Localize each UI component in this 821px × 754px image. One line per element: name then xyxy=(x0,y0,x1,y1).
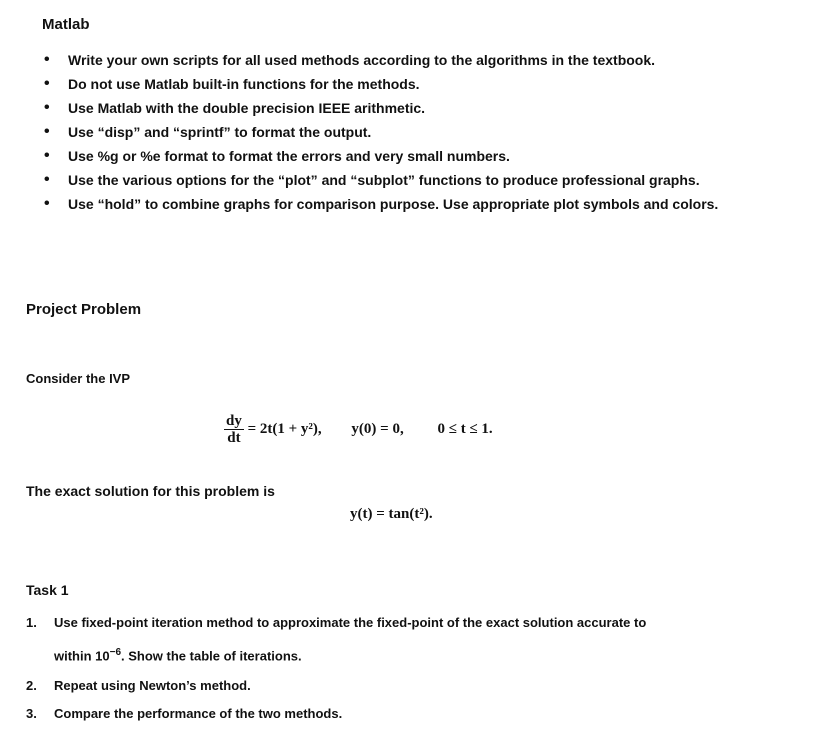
tolerance-suffix: . Show the table of iterations. xyxy=(121,648,302,664)
ode-rhs: = 2t(1 + y²), xyxy=(247,421,322,437)
list-item: • Use %g or %e format to format the errors and very small numbers. xyxy=(44,144,718,168)
fraction-numerator: dy xyxy=(226,413,242,429)
exact-solution-equation: y(t) = tan(t²). xyxy=(350,506,433,522)
initial-condition: y(0) = 0, xyxy=(351,421,404,437)
item-text-continued xyxy=(54,642,646,667)
exact-solution-label: The exact solution for this problem is xyxy=(26,483,275,499)
list-item: • Write your own scripts for all used methods according to the algorithms in the textbook. xyxy=(44,48,718,72)
requirements-list xyxy=(44,48,718,216)
consider-text: Consider the IVP xyxy=(26,371,131,386)
item-text: Compare the performance of the two methods. xyxy=(54,706,343,722)
item-number: 3. xyxy=(26,706,37,722)
list-item: • Use “hold” to combine graphs for comparison purpose. Use appropriate plot symbols and colors. xyxy=(44,192,718,216)
fraction-denominator: dt xyxy=(227,430,241,446)
list-item: • Use Matlab with the double precision IEEE arithmetic. xyxy=(44,96,718,120)
list-item xyxy=(26,612,646,667)
task-list xyxy=(26,612,646,725)
time-domain: 0 ≤ t ≤ 1. xyxy=(437,421,493,437)
list-item: • Do not use Matlab built-in functions for the methods. xyxy=(44,72,718,96)
item-number: 2. xyxy=(26,678,37,694)
derivative-fraction xyxy=(224,413,244,446)
list-item xyxy=(26,675,646,697)
tolerance-base: within 10 xyxy=(54,648,110,664)
matlab-heading: Matlab xyxy=(42,16,90,33)
list-item xyxy=(26,703,646,725)
item-text: Use fixed-point iteration method to approximate the fixed-point of the exact solution accurate to xyxy=(54,615,647,630)
task-heading: Task 1 xyxy=(26,582,69,598)
item-number: 1. xyxy=(26,615,37,630)
ivp-equation xyxy=(224,413,493,453)
project-heading: Project Problem xyxy=(26,301,142,318)
list-item: • Use the various options for the “plot” and “subplot” functions to produce professional graphs. xyxy=(44,168,718,192)
item-text: Repeat using Newton’s method. xyxy=(54,678,251,694)
tolerance-exponent: −6 xyxy=(109,647,122,658)
list-item: • Use “disp” and “sprintf” to format the output. xyxy=(44,120,718,144)
